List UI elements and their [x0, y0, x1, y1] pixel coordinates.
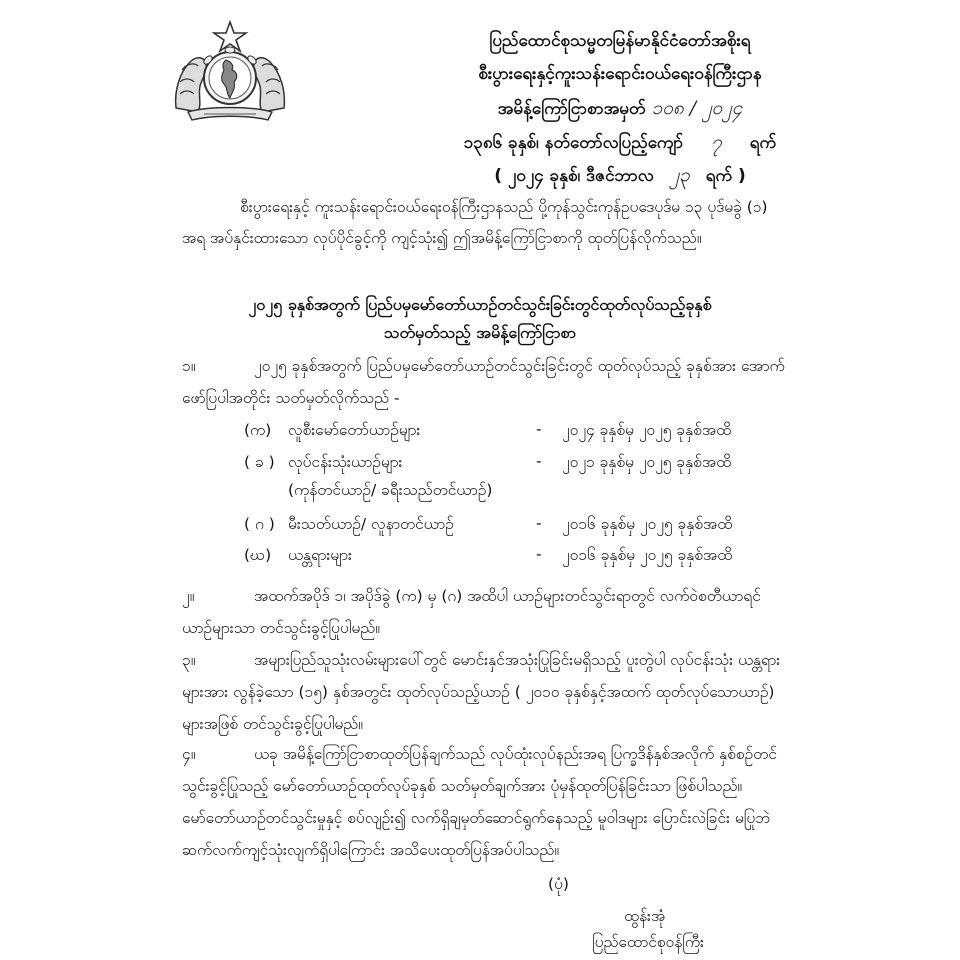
list-dash: -: [536, 420, 542, 438]
gregorian-date-line: [300, 163, 940, 191]
list-range: ၂၀၂၄ ခုနှစ်မှ ၂၀၂၅ ခုနှစ်အထိ: [562, 421, 732, 439]
item-text: ယခု အမိန့်ကြော်ငြာစာထုတ်ပြန်ချက်သည် လုပ်ထုံးလုပ်နည်းအရ ပြက္ခဒိန်နှစ်အလိုက် နှစ်စဉ်တင်သွင်းခွင့်ပြုသည့် မော်တော်ယာဉ်ထုတ်လုပ်ခုနှစ် သတ်မှတ်ချက်အား ပုံမှန်ထုတ်ပြန်ခြင်းသာ ဖြစ်ပါသည်။ မော်တော်ယာဉ်တင်သွင်းမှုနှင့် စပ်လျဉ်း၍ လက်ရှိချမှတ်ဆောင်ရွက်နေသည့် မူဝါဒများ ပြောင်းလဲခြင်း မပြုဘဲ ဆက်လက်ကျင့်သုံးလျက်ရှိပါကြောင်း အသိပေးထုတ်ပြန်အပ်ပါသည်။: [182, 745, 777, 859]
list-item: [244, 545, 784, 575]
list-dash: -: [536, 452, 542, 470]
item-number: ၃။: [182, 651, 196, 669]
notice-subtitle-line2: သတ်မှတ်သည့် အမိန့်ကြော်ငြာစာ: [383, 323, 577, 342]
list-marker: (က): [244, 421, 272, 439]
signatory-title: ပြည်ထောင်စုဝန်ကြီး: [592, 933, 704, 951]
list-range: ၂၀၁၆ ခုနှစ်မှ ၂၀၂၅ ခုနှစ်အထိ: [562, 546, 733, 564]
notice-number: ၁၀၈ / ၂၀၂၄: [651, 97, 743, 119]
list-subtext: (ကုန်တင်ယာဉ်/ ခရီးသည်တင်ယာဉ်): [288, 481, 493, 499]
signed-mark: (ပုံ): [548, 875, 569, 893]
list-item: [244, 452, 784, 482]
list-name: ယန္တရားများ: [288, 546, 352, 564]
myanmar-date-prefix: ၁၃၈၆ ခုနှစ်၊ နတ်တော်လပြည့်ကျော်: [463, 133, 684, 153]
signatory-name: ထွန်းအုံ: [624, 907, 666, 925]
state-seal-emblem: [168, 20, 292, 124]
item-number: ၄။: [182, 745, 196, 763]
myanmar-date-line: [300, 130, 940, 158]
gregorian-date-prefix: ( ၂၀၂၄ ခုနှစ်၊ ဒီဇင်ဘာလ: [494, 166, 654, 186]
list-name: လုပ်ငန်းသုံးယာဉ်များ: [288, 453, 403, 471]
item-number: ၂။: [182, 587, 195, 605]
list-dash: -: [536, 545, 542, 563]
list-name: လူစီးမော်တော်ယာဉ်များ: [288, 421, 421, 439]
ministry-name: စီးပွားရေးနှင့်ကူးသန်းရောင်းဝယ်ရေးဝန်ကြီးဌာန: [478, 64, 762, 84]
gregorian-date-suffix: ရက် ): [705, 166, 746, 186]
item-text: အထက်အပိုဒ် ၁၊ အပိုဒ်ခွဲ (က) မှ (ဂ) အထိပါ ယာဉ်များတင်သွင်းရာတွင် လက်ဝဲစတီယာရင် ယာဉ်များသာ တင်သွင်းခွင့်ပြုပါမည်။: [182, 587, 761, 637]
notice-label: အမိန့်ကြော်ငြာစာအမှတ်: [497, 99, 646, 119]
list-name: မီးသတ်ယာဉ်/ လူနာတင်ယာဉ်: [288, 515, 454, 533]
notice-subtitle-line1: ၂၀၂၅ ခုနှစ်အတွက် ပြည်ပမှမော်တော်ယာဉ်တင်သွင်းခြင်းတွင်ထုတ်လုပ်သည့်ခုနှစ်: [248, 295, 712, 314]
intro-paragraph: စီးပွားရေးနှင့် ကူးသန်းရောင်းဝယ်ရေးဝန်ကြီးဌာနသည် ပို့ကုန်သွင်းကုန်ဥပဒေပုဒ်မ ၁၃ ပုဒ်မခွဲ (၁) အရ အပ်နှင်းထားသော လုပ်ပိုင်ခွင့်ကို ကျင့်သုံး၍ ဤအမိန့်ကြော်ငြာစာကို ထုတ်ပြန်လိုက်သည်။: [182, 198, 768, 247]
list-marker: ( ဂ ): [244, 515, 275, 533]
list-item: [244, 420, 784, 450]
item-text: အများပြည်သူသုံးလမ်းများပေါ်တွင် မောင်းနှင်အသုံးပြုခြင်းမရှိသည့် ပူးတွဲပါ လုပ်ငန်းသုံး ယန္တရားများအား လွန်ခဲ့သော (၁၅) နှစ်အတွင်း ထုတ်လုပ်သည့်ယာဉ် ( ၂၀၁၀ ခုနှစ်နှင့်အထက် ထုတ်လုပ်သောယာဉ်) များအဖြစ် တင်သွင်းခွင့်ပြုပါမည်။: [182, 651, 781, 733]
list-range: ၂၀၂၁ ခုနှစ်မှ ၂၀၂၅ ခုနှစ်အထိ: [562, 453, 732, 471]
item-number: ၁။: [182, 357, 196, 375]
item-text: ၂၀၂၅ ခုနှစ်အတွက် ပြည်ပမှမော်တော်ယာဉ်တင်သွင်းခြင်းတွင် ထုတ်လုပ်သည့် ခုနှစ်အား အောက်ဖော်ပြပါအတိုင်း သတ်မှတ်လိုက်သည် -: [182, 357, 785, 407]
list-marker: ( ခ ): [244, 453, 275, 471]
gregorian-date-day: ၂၃: [669, 164, 690, 186]
notice-number-line: [300, 96, 940, 124]
government-name: ပြည်ထောင်စုသမ္မတမြန်မာနိုင်ငံတော်အစိုးရ: [489, 31, 751, 51]
list-dash: -: [536, 514, 542, 532]
myanmar-date-suffix: ရက်: [749, 133, 777, 153]
list-range: ၂၀၁၆ ခုနှစ်မှ ၂၀၂၅ ခုနှစ်အထိ: [562, 515, 733, 533]
list-item: [244, 514, 784, 544]
list-marker: (ဃ): [244, 546, 272, 564]
myanmar-date-day: ၇: [711, 131, 722, 153]
